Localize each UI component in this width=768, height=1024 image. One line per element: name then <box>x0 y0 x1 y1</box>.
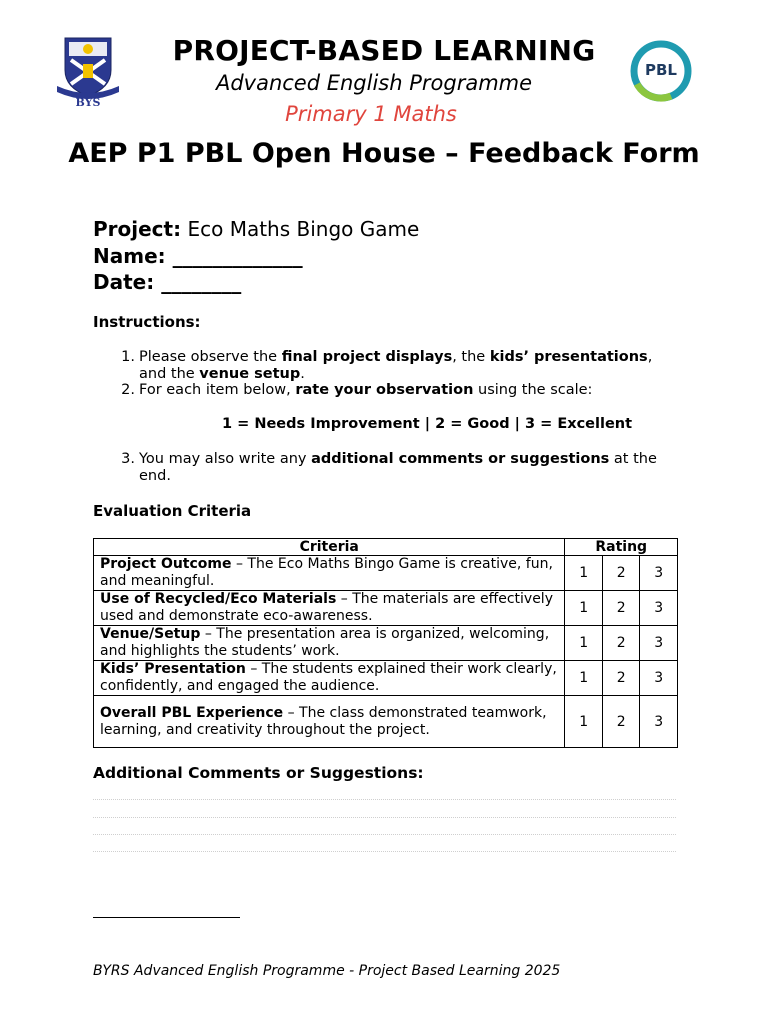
project-label: Project: <box>93 217 182 241</box>
rating-option-3[interactable]: 3 <box>640 626 678 661</box>
instruction-text: For each item below, <box>139 382 296 398</box>
comment-line[interactable] <box>93 817 676 818</box>
criteria-title: Project Outcome <box>100 556 232 572</box>
name-blank[interactable]: _____________ <box>172 244 303 268</box>
name-label: Name: <box>93 244 166 268</box>
criteria-description: – The class demonstrated teamwork, learning, and creativity throughout the project. <box>100 704 547 738</box>
criteria-cell <box>94 696 565 748</box>
criteria-title: Overall PBL Experience <box>100 704 284 721</box>
comments-heading: Additional Comments or Suggestions: <box>93 764 424 782</box>
rating-option-1[interactable]: 1 <box>565 556 603 591</box>
instruction-text: . <box>300 366 305 382</box>
rating-option-2[interactable]: 2 <box>602 661 640 696</box>
signature-line[interactable] <box>93 917 240 918</box>
criteria-description: – The materials are effectively used and demonstrate eco-awareness. <box>100 591 553 624</box>
criteria-title: Venue/Setup <box>100 626 201 642</box>
instruction-item-1 <box>117 349 677 385</box>
rating-column-header: Rating <box>565 539 678 556</box>
name-line <box>93 244 303 268</box>
header-subject: Primary 1 Maths <box>285 102 457 126</box>
criteria-cell <box>94 556 565 591</box>
instruction-number: 3. <box>121 451 135 467</box>
criteria-description: – The presentation area is organized, welcoming, and highlights the students’ work. <box>100 626 550 659</box>
criteria-title: Use of Recycled/Eco Materials <box>100 591 337 607</box>
rating-option-2[interactable]: 2 <box>602 591 640 626</box>
instruction-emphasis: rate your observation <box>295 382 474 398</box>
crest-label: BYS <box>75 96 101 109</box>
header-title: PROJECT-BASED LEARNING <box>172 34 596 67</box>
rating-option-3[interactable]: 3 <box>640 661 678 696</box>
instruction-emphasis: venue setup <box>199 366 301 382</box>
comment-line[interactable] <box>93 799 676 800</box>
instruction-item-3 <box>117 451 677 487</box>
instructions-heading: Instructions: <box>93 313 201 331</box>
rating-option-2[interactable]: 2 <box>602 696 640 748</box>
criteria-cell <box>94 661 565 696</box>
comment-line[interactable] <box>93 834 676 835</box>
pbl-logo-text: PBL <box>645 61 677 79</box>
date-line <box>93 270 241 294</box>
instruction-text: You may also write any <box>139 451 312 467</box>
table-row <box>94 591 678 626</box>
date-blank[interactable]: ________ <box>161 270 242 294</box>
criteria-title: Kids’ Presentation <box>100 661 246 677</box>
table-header-row <box>94 539 678 556</box>
criteria-column-header: Criteria <box>94 539 565 556</box>
form-title: AEP P1 PBL Open House – Feedback Form <box>68 138 700 169</box>
rating-scale: 1 = Needs Improvement | 2 = Good | 3 = Excellent <box>222 416 633 432</box>
instruction-text: , and the <box>139 349 653 382</box>
rating-option-3[interactable]: 3 <box>640 556 678 591</box>
instruction-number: 1. <box>121 349 135 365</box>
rating-option-3[interactable]: 3 <box>640 696 678 748</box>
criteria-description: – The Eco Maths Bingo Game is creative, fun, and meaningful. <box>100 556 553 589</box>
rating-option-3[interactable]: 3 <box>640 591 678 626</box>
rating-option-1[interactable]: 1 <box>565 591 603 626</box>
page-footer: BYRS Advanced English Programme - Project Based Learning 2025 <box>93 963 561 979</box>
instruction-item-2 <box>117 382 677 400</box>
criteria-description: – The students explained their work clearly, confidently, and engaged the audience. <box>100 661 557 694</box>
rating-option-1[interactable]: 1 <box>565 696 603 748</box>
instruction-text: , the <box>452 349 490 365</box>
evaluation-heading: Evaluation Criteria <box>93 502 252 520</box>
instruction-emphasis: additional comments or suggestions <box>311 451 610 467</box>
instruction-number: 2. <box>121 382 135 398</box>
instruction-text: using the scale: <box>473 382 593 398</box>
table-row <box>94 626 678 661</box>
table-row <box>94 556 678 591</box>
criteria-cell <box>94 626 565 661</box>
project-line <box>93 217 419 241</box>
criteria-cell <box>94 591 565 626</box>
instruction-emphasis: final project displays <box>281 349 453 365</box>
rating-option-2[interactable]: 2 <box>602 626 640 661</box>
rating-option-2[interactable]: 2 <box>602 556 640 591</box>
instruction-text: Please observe the <box>139 349 282 365</box>
criteria-table <box>93 538 678 748</box>
rating-option-1[interactable]: 1 <box>565 626 603 661</box>
project-value: Eco Maths Bingo Game <box>187 217 420 241</box>
table-row <box>94 661 678 696</box>
header-subtitle: Advanced English Programme <box>215 71 533 95</box>
date-label: Date: <box>93 270 155 294</box>
instruction-emphasis: kids’ presentations <box>489 349 648 365</box>
rating-option-1[interactable]: 1 <box>565 661 603 696</box>
instruction-text: at the end. <box>139 451 657 484</box>
comment-line[interactable] <box>93 851 676 852</box>
table-row <box>94 696 678 748</box>
